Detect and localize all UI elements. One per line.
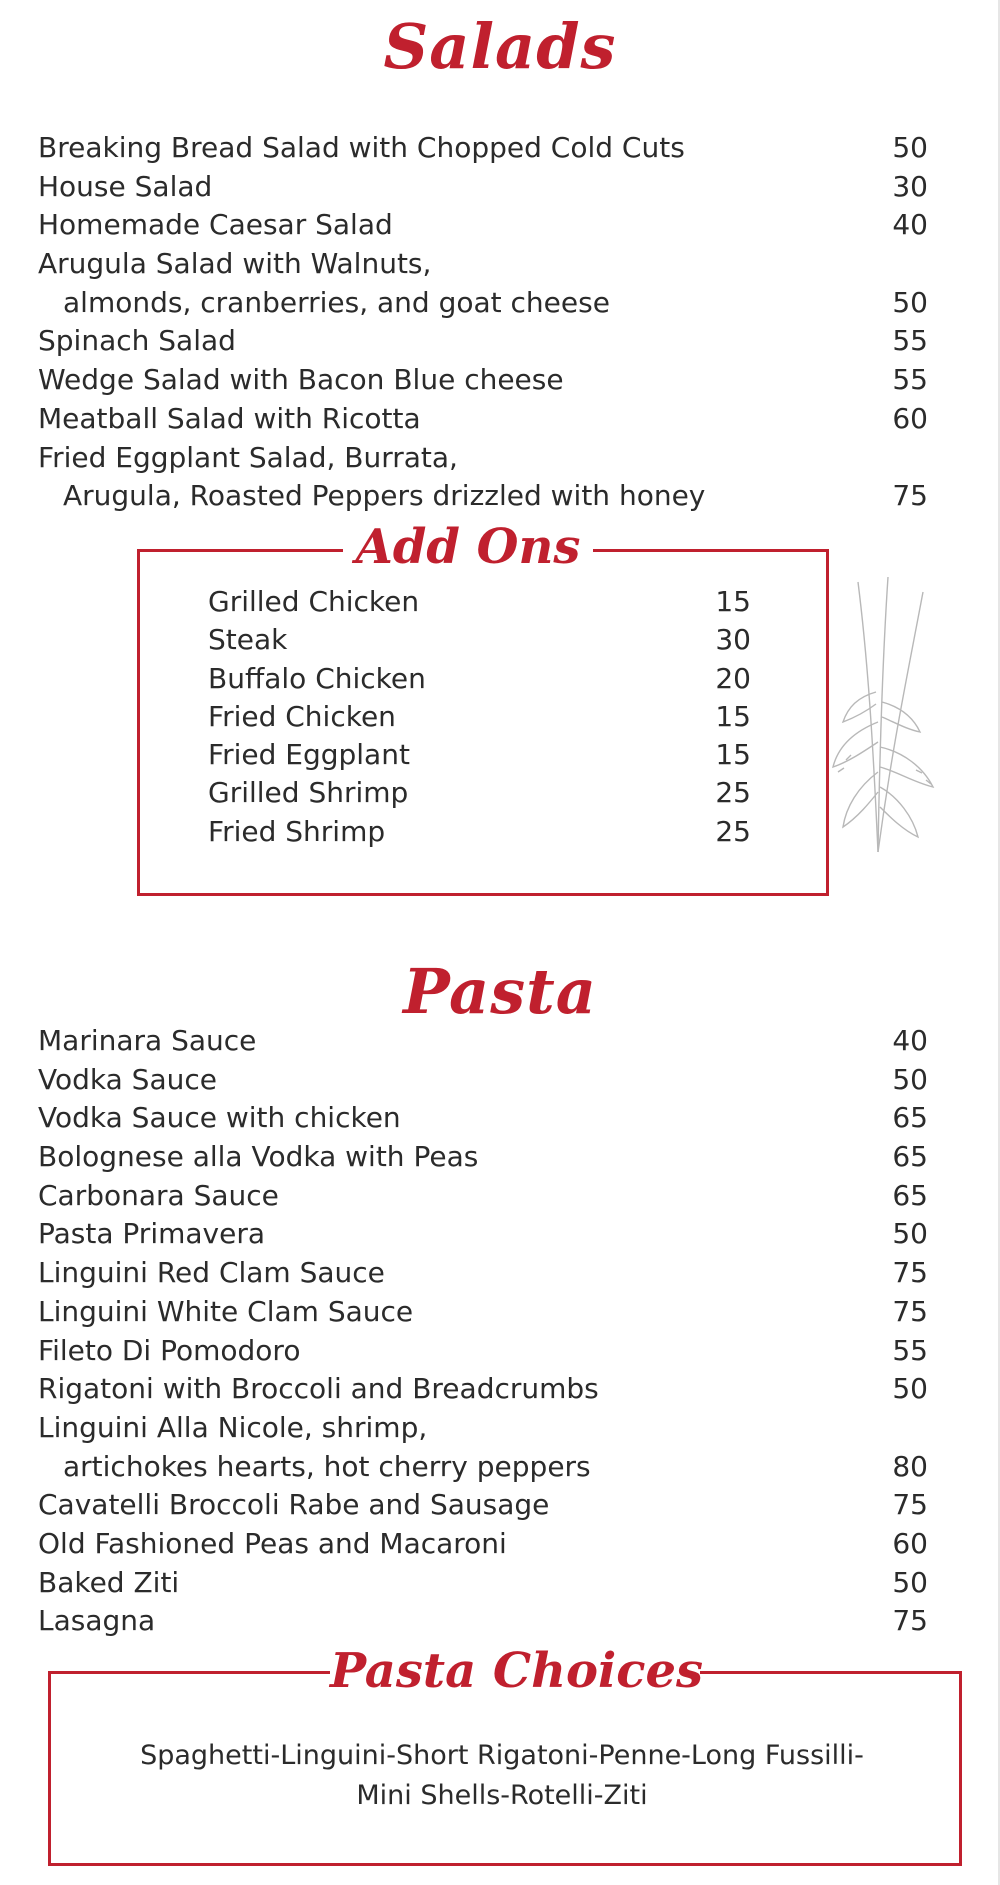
pasta-list [38,1022,928,1641]
item-price: 40 [892,1024,928,1057]
item-name: Carbonara Sauce [38,1178,279,1212]
item-name: Arugula, Roasted Peppers drizzled with honey [63,479,706,513]
pasta-choices-line-1: Spaghetti-Linguini-Short Rigatoni-Penne-Long Fussilli- [140,1740,864,1771]
item-price: 30 [892,169,928,203]
list-item [38,1525,928,1564]
item-price: 50 [892,1565,928,1599]
list-item [38,1061,928,1100]
list-item [38,477,928,516]
item-name: Baked Ziti [38,1565,180,1599]
item-name: Lasagna [38,1604,156,1638]
list-item [38,361,928,400]
item-price: 30 [715,623,751,657]
list-item [38,400,928,439]
list-item [208,698,751,736]
item-price: 40 [892,208,928,242]
list-item [38,1486,928,1525]
list-item [38,1138,928,1177]
salads-title: Salads [383,10,617,83]
list-item [38,245,928,284]
list-item [38,1022,928,1061]
item-name: Fileto Di Pomodoro [38,1333,301,1367]
item-price: 75 [892,479,928,513]
item-name: Pasta Primavera [38,1217,265,1251]
list-item [208,736,751,774]
item-name: Linguini White Clam Sauce [38,1294,414,1328]
list-item [38,1564,928,1603]
list-item [38,1370,928,1409]
list-item [38,1215,928,1254]
item-name: Vodka Sauce with chicken [38,1101,401,1135]
item-name: artichokes hearts, hot cherry peppers [63,1449,591,1483]
list-item [38,1602,928,1641]
item-price: 15 [715,585,751,618]
item-name: Linguini Red Clam Sauce [38,1256,385,1290]
list-item [38,322,928,361]
item-price: 20 [715,661,751,695]
list-item [38,1448,928,1487]
item-name: Breaking Bread Salad with Chopped Cold Cuts [38,131,685,164]
item-price: 50 [892,1062,928,1096]
pasta-choices-line-2: Mini Shells-Rotelli-Ziti [356,1780,648,1811]
item-price: 75 [892,1256,928,1290]
list-item [208,660,751,698]
item-name: Fried Shrimp [208,814,386,848]
list-item [38,1099,928,1138]
item-name: Rigatoni with Broccoli and Breadcrumbs [38,1372,599,1406]
item-price: 75 [892,1488,928,1522]
item-price: 50 [892,131,928,164]
item-name: Old Fashioned Peas and Macaroni [38,1526,507,1560]
item-name: Arugula Salad with Walnuts, [38,247,432,281]
list-item [38,1254,928,1293]
item-name: Wedge Salad with Bacon Blue cheese [38,363,564,397]
item-name: Linguini Alla Nicole, shrimp, [38,1410,428,1444]
list-item [208,583,751,621]
item-price: 50 [892,1217,928,1251]
item-price: 65 [892,1101,928,1135]
item-name: Grilled Shrimp [208,776,409,810]
item-price: 55 [892,324,928,358]
item-price: 15 [715,699,751,733]
salads-list [38,129,928,516]
item-price: 25 [715,776,751,810]
pasta-title: Pasta [403,955,597,1028]
list-item [38,284,928,323]
addons-list [208,583,751,851]
item-name: Bolognese alla Vodka with Peas [38,1140,479,1174]
list-item [208,813,751,851]
item-name: Fried Eggplant Salad, Burrata, [38,440,458,474]
item-price: 15 [715,738,751,772]
list-item [38,1409,928,1448]
item-price: 50 [892,285,928,319]
item-name: Vodka Sauce [38,1062,217,1096]
list-item [38,129,928,168]
item-name: Homemade Caesar Salad [38,208,393,242]
item-price: 55 [892,363,928,397]
list-item [38,168,928,207]
item-name: Grilled Chicken [208,585,420,618]
item-name: Steak [208,623,288,657]
list-item [38,439,928,478]
item-price: 75 [892,1604,928,1638]
item-name: Fried Chicken [208,699,396,733]
item-name: Cavatelli Broccoli Rabe and Sausage [38,1488,550,1522]
item-price: 80 [892,1449,928,1483]
item-price: 55 [892,1333,928,1367]
item-price: 25 [715,814,751,848]
list-item [38,206,928,245]
item-price: 50 [892,1372,928,1406]
pasta-choices-text [48,1736,956,1816]
list-item [208,621,751,659]
addons-title: Add Ons [343,516,593,578]
item-name: Spinach Salad [38,324,236,358]
item-name: Fried Eggplant [208,738,410,772]
list-item [208,774,751,812]
item-name: Buffalo Chicken [208,661,426,695]
item-price: 65 [892,1178,928,1212]
item-price: 65 [892,1140,928,1174]
pasta-choices-title: Pasta Choices [330,1640,700,1702]
item-price: 60 [892,1526,928,1560]
list-item [38,1177,928,1216]
item-name: Marinara Sauce [38,1024,257,1057]
item-name: Meatball Salad with Ricotta [38,401,421,435]
item-name: almonds, cranberries, and goat cheese [63,285,610,319]
item-name: House Salad [38,169,213,203]
item-price: 75 [892,1294,928,1328]
list-item [38,1293,928,1332]
arugula-sprig-icon [828,572,948,862]
item-price: 60 [892,401,928,435]
list-item [38,1332,928,1371]
